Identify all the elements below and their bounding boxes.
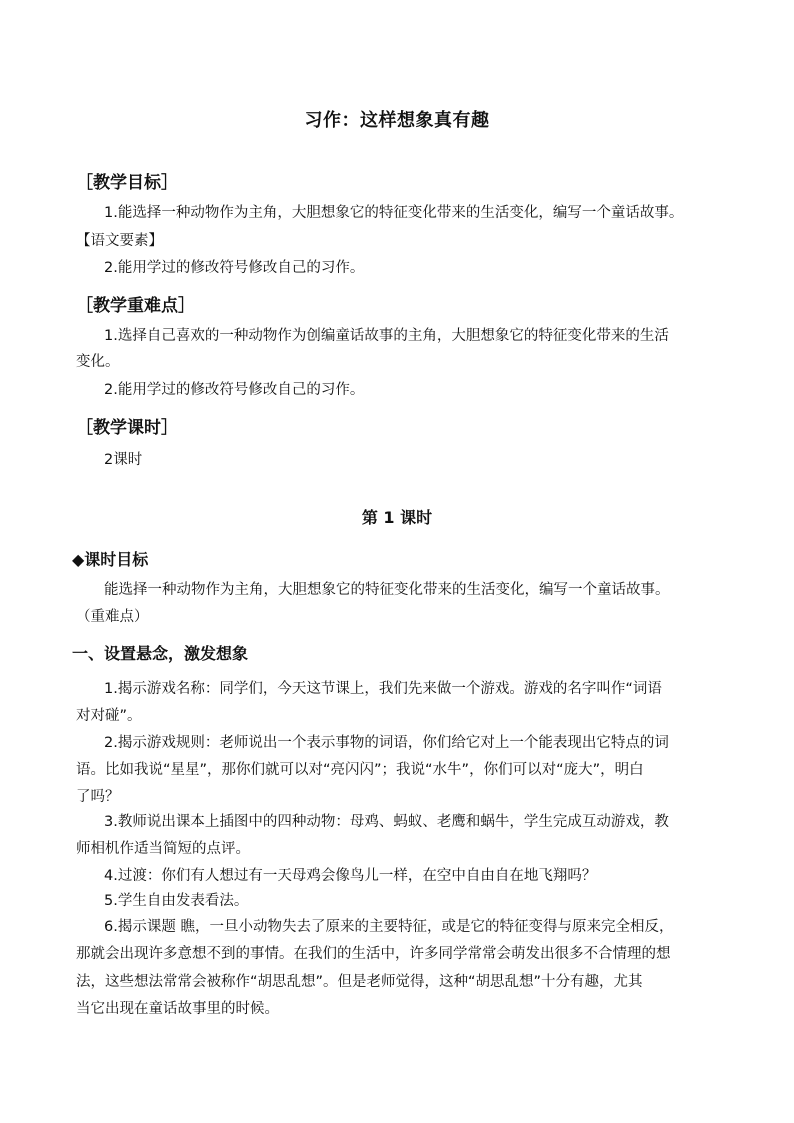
paragraph-1-line-1: 1.揭示游戏名称：同学们，今天这节课上，我们先来做一个游戏。游戏的名字叫作“词语 (104, 681, 662, 697)
paragraph-6-line-3: 法，这些想法常常会被称作“胡思乱想”。但是老师觉得，这种“胡思乱想”十分有趣，尤其 (76, 974, 643, 990)
paragraph-2-line-1: 2.揭示游戏规则：老师说出一个表示事物的词语，你们给它对上一个能表现出它特点的词 (104, 735, 669, 751)
language-element-tag: 【语文要素】 (76, 233, 163, 249)
paragraph-2-line-3: 了吗？ (76, 789, 120, 805)
lesson-1-heading: 第 1 课时 (361, 508, 433, 527)
paragraph-2-line-2: 语。比如我说“星星”，那你们就可以对“亮闪闪”；我说“水牛”，你们可以对“庞大”，明白 (76, 762, 644, 778)
goals-item-1: 1.能选择一种动物作为主角，大胆想象它的特征变化带来的生活变化，编写一个童话故事。 (104, 205, 684, 221)
lesson-objective-heading: ◆课时目标 (72, 550, 149, 569)
key-points-heading: ［教学重难点］ (76, 296, 195, 316)
paragraph-6-line-1: 6.揭示课题 瞧，一旦小动物失去了原来的主要特征，或是它的特征变得与原来完全相反， (104, 919, 674, 935)
key-points-item-2: 2.能用学过的修改符号修改自己的习作。 (104, 382, 365, 398)
lesson-objective-line-2: （重难点） (76, 609, 149, 625)
key-points-item-1-line-1: 1.选择自己喜欢的一种动物作为创编童话故事的主角，大胆想象它的特征变化带来的生活 (104, 328, 669, 344)
hours-value: 2课时 (104, 452, 143, 468)
paragraph-3-line-2: 师相机作适当简短的点评。 (76, 841, 250, 857)
paragraph-3-line-1: 3.教师说出课本上插图中的四种动物：母鸡、蚂蚁、老鹰和蜗牛，学生完成互动游戏，教 (104, 814, 669, 830)
paragraph-6-line-4: 当它出现在童话故事里的时候。 (76, 1001, 279, 1017)
document-title: 习作：这样想象真有趣 (304, 110, 490, 131)
paragraph-1-line-2: 对对碰”。 (76, 708, 142, 724)
section-1-heading: 一、设置悬念，激发想象 (72, 644, 249, 663)
goals-heading: ［教学目标］ (76, 173, 178, 193)
paragraph-4: 4.过渡：你们有人想过有一天母鸡会像鸟儿一样，在空中自由自在地飞翔吗？ (104, 868, 597, 884)
goals-item-2: 2.能用学过的修改符号修改自己的习作。 (104, 260, 365, 276)
hours-heading: ［教学课时］ (76, 418, 178, 438)
paragraph-6-line-2: 那就会出现许多意想不到的事情。在我们的生活中，许多同学常常会萌发出很多不合情理的想 (76, 946, 671, 962)
lesson-objective-line-1: 能选择一种动物作为主角，大胆想象它的特征变化带来的生活变化，编写一个童话故事。 (104, 582, 670, 598)
key-points-item-1-line-2: 变化。 (76, 354, 120, 370)
paragraph-5: 5.学生自由发表看法。 (104, 893, 249, 909)
